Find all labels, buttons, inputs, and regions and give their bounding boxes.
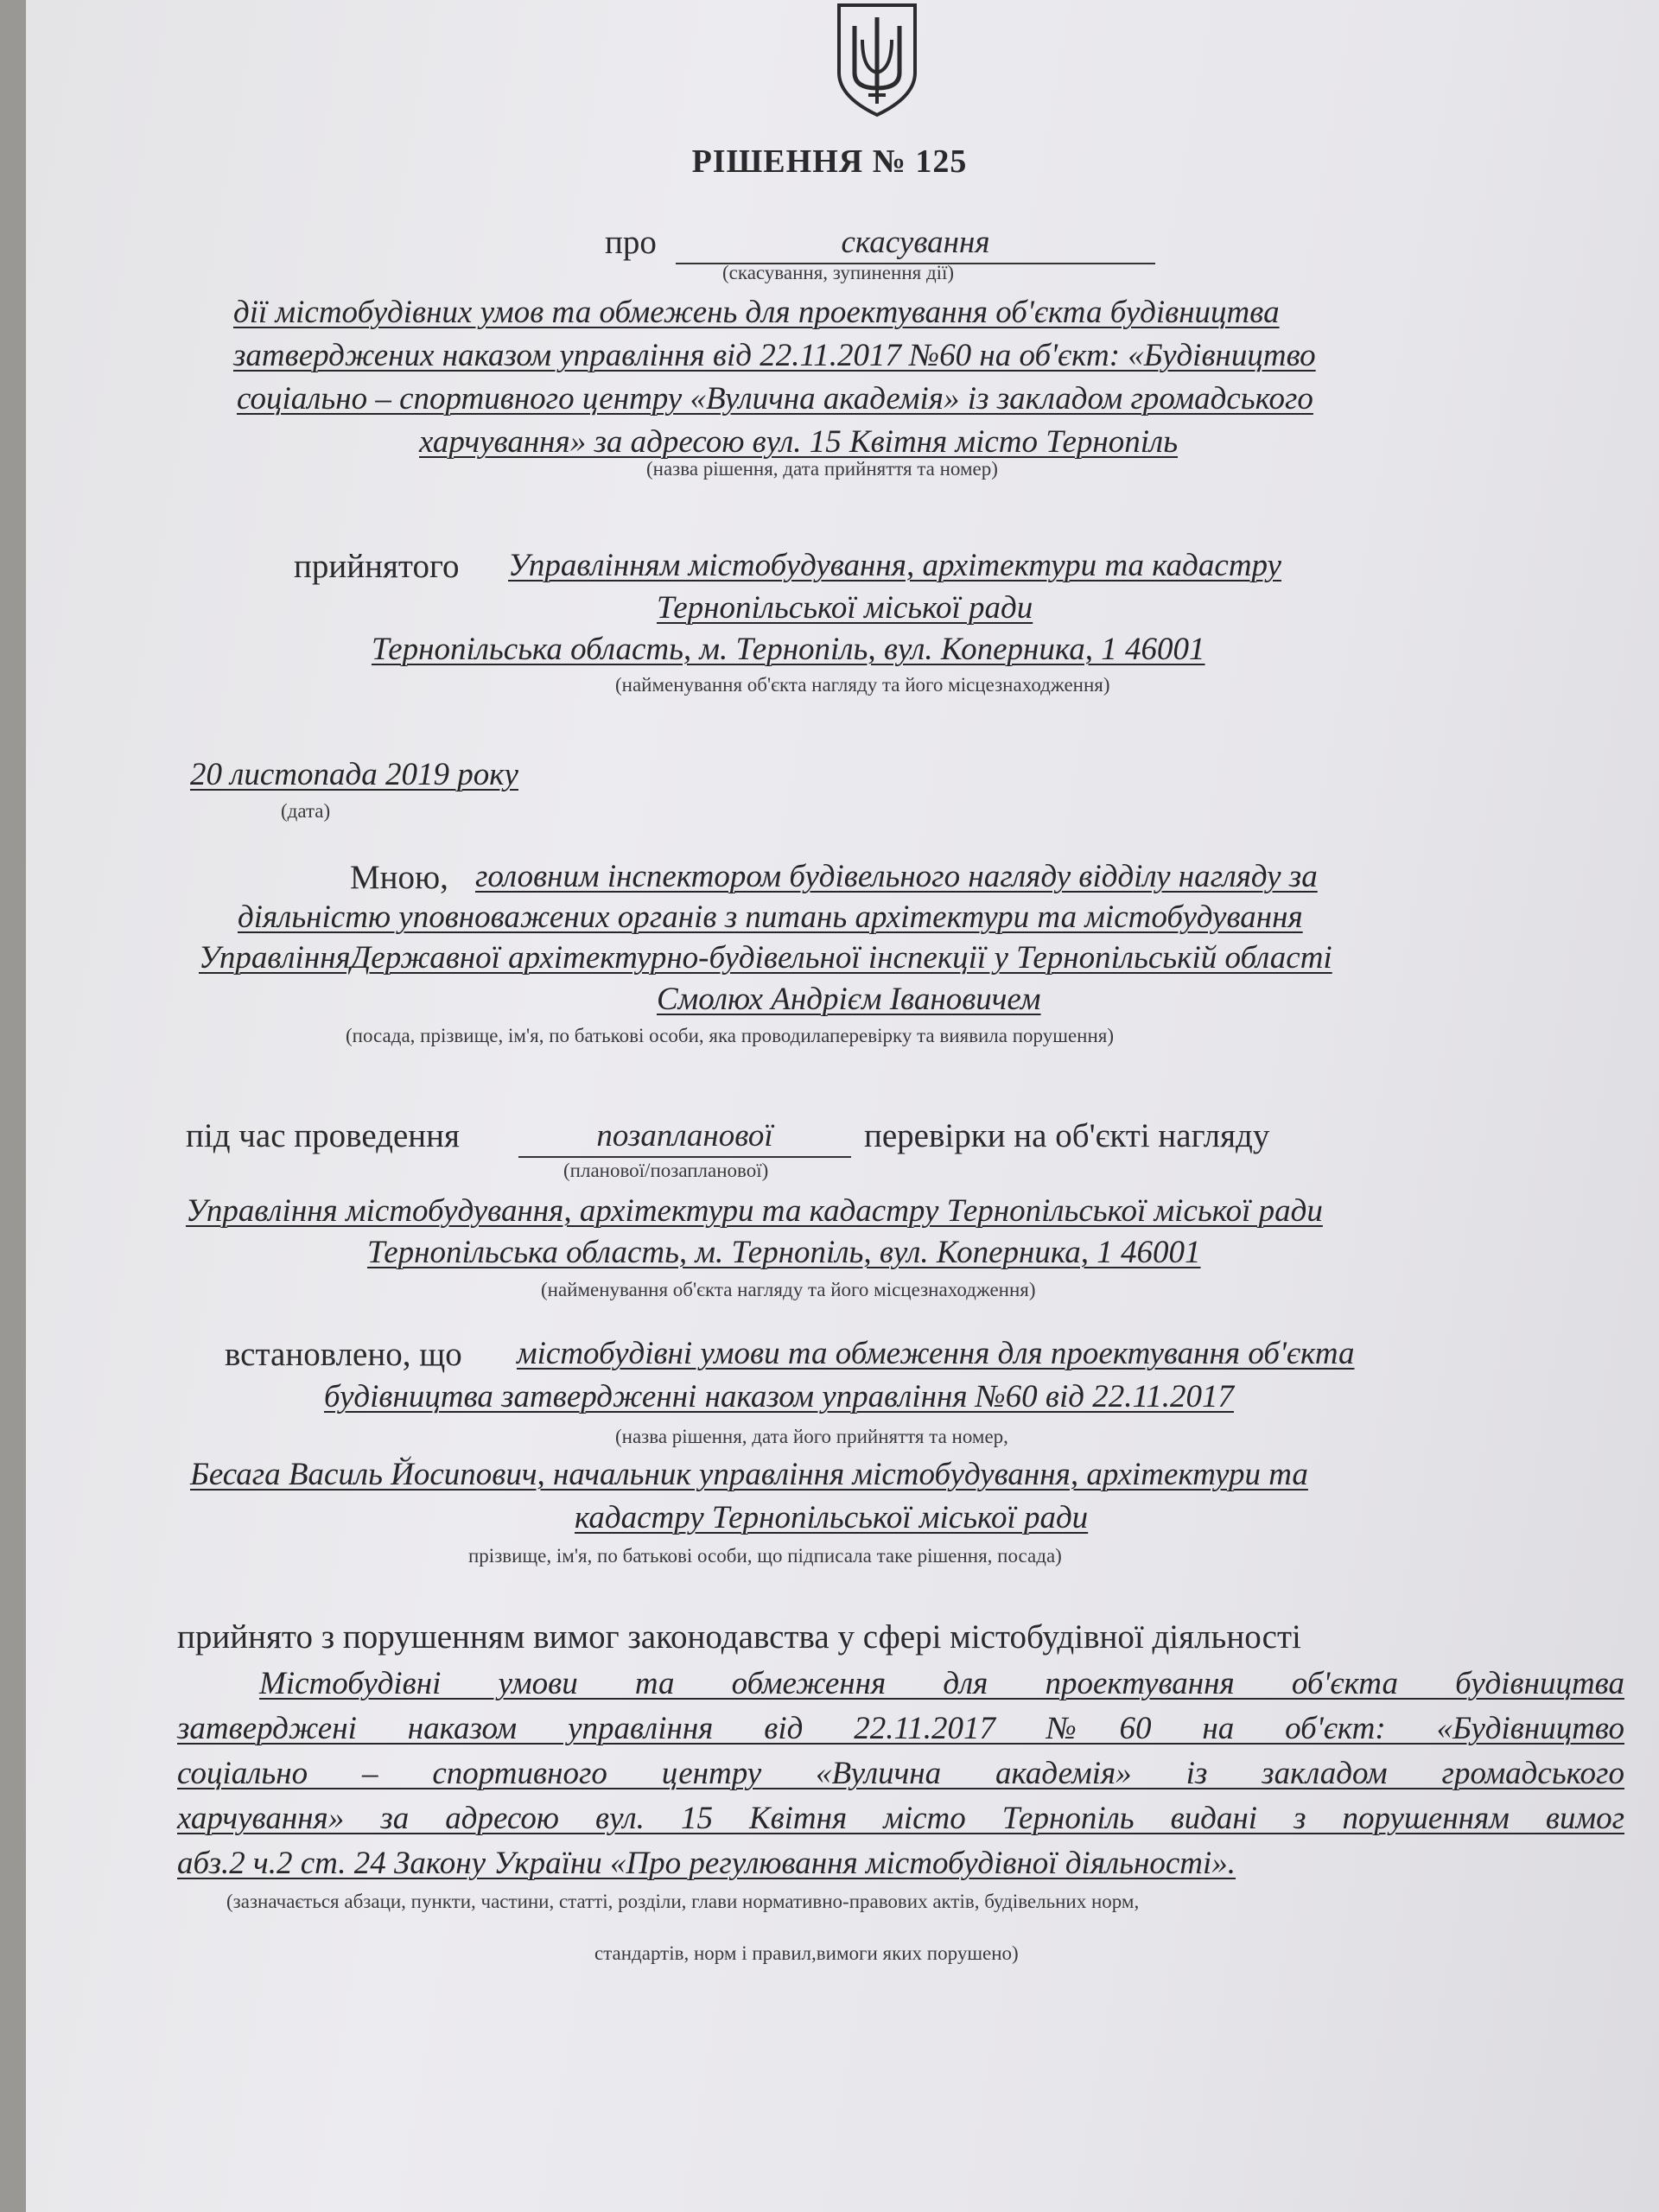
pro-value: скасування	[676, 223, 1155, 264]
violation-line-4: харчування» за адресою вул. 15 Квітня місто Тернопіль видані з порушенням вимог	[177, 1801, 1624, 1836]
violation-line-5: абз.2 ч.2 ст. 24 Закону України «Про регулювання містобудівної діяльності».	[177, 1846, 1236, 1881]
subject-line-4: харчування» за адресою вул. 15 Квітня місто Тернопіль	[419, 424, 1179, 460]
subject-line-1: дії містобудівних умов та обмежень для проектування об'єкта будівництва	[233, 295, 1280, 330]
coat-of-arms-icon	[834, 2, 920, 118]
inspection-caption: (найменування об'єкта нагляду та його місцезнаходження)	[541, 1279, 1036, 1300]
inspector-label: Мною,	[350, 859, 448, 896]
violation-line-1: Містобудівні умови та обмеження для проектування об'єкта будівництва	[259, 1666, 1624, 1701]
established-caption-2: прізвище, ім'я, по батькові особи, що підписала таке рішення, посада)	[468, 1545, 1062, 1567]
subject-line-3: соціально – спортивного центру «Вулична академія» із закладом громадського	[237, 381, 1313, 416]
violation-intro: прийнято з порушенням вимог законодавства у сфері містобудівної діяльності	[177, 1618, 1301, 1656]
inspector-caption: (посада, прізвище, ім'я, по батькові особи, яка проводилаперевірку та виявила порушення)	[346, 1025, 1115, 1046]
subject-line-2: затверджених наказом управління від 22.11.2017 №60 на об'єкт: «Будівництво	[233, 338, 1316, 373]
inspection-label-before: під час проведення	[186, 1117, 460, 1154]
date-value: 20 листопада 2019 року	[190, 757, 518, 792]
inspector-line-3: УправлінняДержавної архітектурно-будівельної інспекції у Тернопільській області	[199, 940, 1332, 976]
inspection-type-value: позапланової	[518, 1116, 851, 1158]
pro-label: про	[605, 224, 657, 261]
subject-caption: (назва рішення, дата прийняття та номер)	[646, 458, 998, 480]
inspection-line-2: Тернопільська область, м. Тернопіль, вул. Коперника, 1 46001	[367, 1235, 1201, 1270]
established-line-3: Бесага Василь Йосипович, начальник управління містобудування, архітектури та	[190, 1457, 1308, 1492]
inspector-line-2: діяльністю уповноважених органів з питань архітектури та містобудування	[238, 899, 1303, 935]
violation-caption-1: (зазначається абзаци, пункти, частини, статті, розділи, глави нормативно-правових актів, будівельних норм,	[226, 1891, 1140, 1912]
inspection-line-1: Управління містобудування, архітектури та кадастру Тернопільської міської ради	[186, 1193, 1323, 1229]
inspection-label-after: перевірки на об'єкті нагляду	[864, 1117, 1270, 1154]
violation-line-2: затверджені наказом управління від 22.11.2017 №60 на об'єкт: «Будівництво	[177, 1711, 1624, 1746]
adopted-label: прийнятого	[294, 548, 460, 585]
established-caption-1: (назва рішення, дата його прийняття та номер,	[615, 1426, 1008, 1447]
document-title: РІШЕННЯ № 125	[691, 143, 968, 180]
adopted-value-2: Тернопільської міської ради	[657, 590, 1033, 626]
violation-caption-2: стандартів, норм і правил,вимоги яких порушено)	[594, 1942, 1019, 1964]
pro-caption: (скасування, зупинення дії)	[722, 262, 955, 283]
violation-block	[177, 1662, 1624, 1886]
established-line-1: містобудівні умови та обмеження для проектування об'єкта	[517, 1336, 1355, 1371]
adopted-caption: (найменування об'єкта нагляду та його місцезнаходження)	[615, 674, 1110, 696]
inspection-type-caption: (планової/позапланової)	[563, 1160, 769, 1181]
inspector-line-4: Смолюх Андрієм Івановичем	[657, 982, 1041, 1017]
adopted-value-1: Управлінням містобудування, архітектури та кадастру	[508, 548, 1281, 583]
established-line-4: кадастру Тернопільської міської ради	[575, 1500, 1089, 1535]
date-caption: (дата)	[281, 800, 331, 822]
established-label: встановлено, що	[225, 1336, 462, 1373]
subject-block	[233, 291, 1529, 464]
adopted-value-3: Тернопільська область, м. Тернопіль, вул. Коперника, 1 46001	[372, 632, 1205, 667]
established-line-2: будівництва затвердженні наказом управління №60 від 22.11.2017	[324, 1379, 1234, 1414]
violation-line-3: соціально – спортивного центру «Вулична академія» із закладом громадського	[177, 1756, 1624, 1791]
inspector-line-1: головним інспектором будівельного нагляду відділу нагляду за	[475, 859, 1318, 894]
